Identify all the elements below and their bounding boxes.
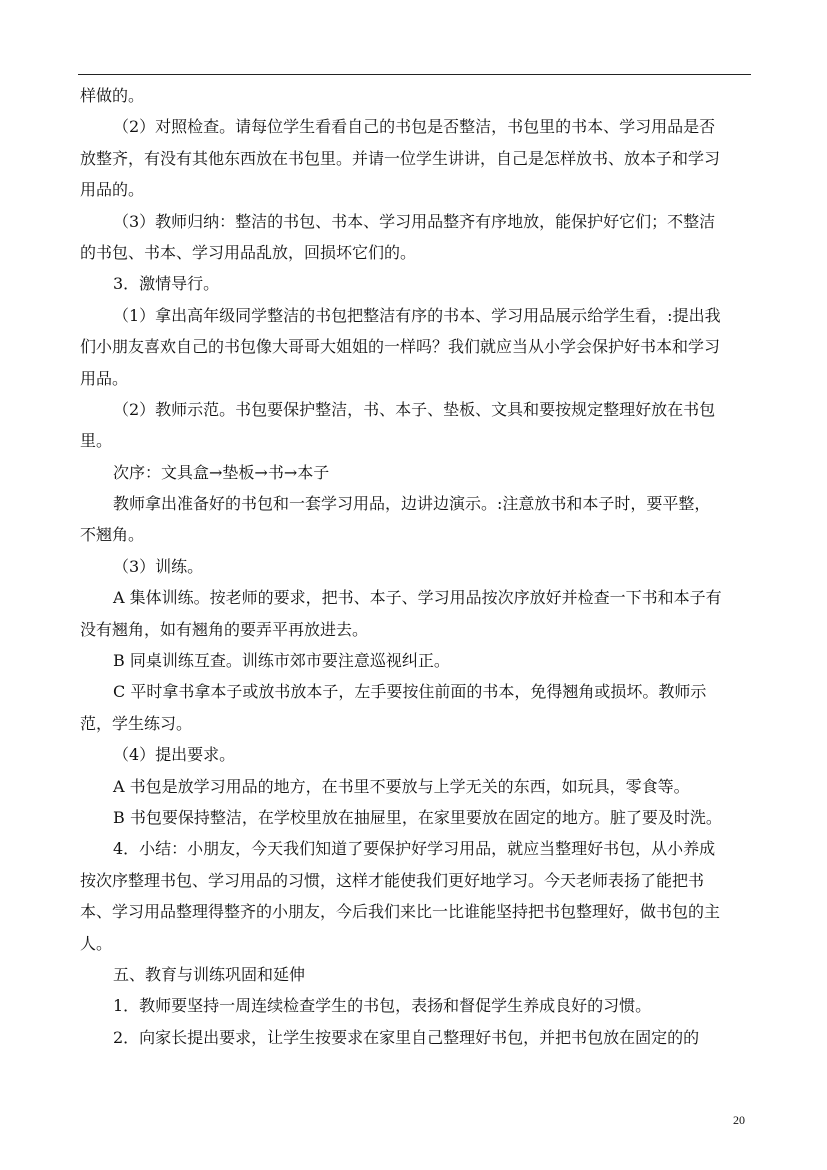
text-line: A 集体训练。按老师的要求，把书、本子、学习用品按次序放好并检查一下书和本子有 <box>113 588 722 608</box>
text-line: 按次序整理书包、学习用品的习惯，这样才能使我们更好地学习。今天老师表扬了能把书 <box>80 870 705 890</box>
text-line: （4）提出要求。 <box>113 745 236 765</box>
text-line: C 平时拿书拿本子或放书放本子，左手要按住前面的书本，免得翘角或损坏。教师示 <box>113 682 707 702</box>
text-line: 样做的。 <box>80 86 145 105</box>
text-line: （3）训练。 <box>113 556 204 576</box>
text-line: 3．激情导行。 <box>113 274 220 294</box>
text-line: 4．小结：小朋友，今天我们知道了要保护好学习用品，就应当整理好书包，从小养成 <box>113 839 716 859</box>
text-line: 2．向家长提出要求，让学生按要求在家里自己整理好书包，并把书包放在固定的的 <box>113 1027 700 1047</box>
text-line: 的书包、书本、学习用品乱放，回损坏它们的。 <box>80 242 417 262</box>
text-line: 里。 <box>80 431 113 451</box>
text-line: B 书包要保持整洁，在学校里放在抽屉里，在家里要放在固定的地方。脏了要及时洗。 <box>113 807 722 827</box>
text-line: 教师拿出准备好的书包和一套学习用品，边讲边演示。:注意放书和本子时，要平整， <box>113 494 711 514</box>
text-line: 没有翘角，如有翘角的要弄平再放进去。 <box>80 619 369 639</box>
text-line: A 书包是放学习用品的地方，在书里不要放与上学无关的东西，如玩具，零食等。 <box>113 776 690 796</box>
text-line: 1．教师要坚持一周连续检查学生的书包，表扬和督促学生养成良好的习惯。 <box>113 996 652 1016</box>
page-number: 20 <box>733 1113 745 1127</box>
text-line: 用品。 <box>80 368 129 388</box>
text-line: 们小朋友喜欢自己的书包像大哥哥大姐姐的一样吗？我们就应当从小学会保护好书本和学习 <box>80 337 721 357</box>
text-line: 次序：文具盒→垫板→书→本子 <box>113 462 330 482</box>
text-line: B 同桌训练互查。训练市郊市要注意巡视纠正。 <box>113 651 450 671</box>
text-line: （3）教师归纳：整洁的书包、书本、学习用品整齐有序地放，能保护好它们；不整洁 <box>113 211 716 231</box>
text-line: 放整齐，有没有其他东西放在书包里。并请一位学生讲讲，自己是怎样放书、放本子和学习 <box>80 148 721 168</box>
text-line: （2）教师示范。书包要保护整洁，书、本子、垫板、文具和要按规定整理好放在书包 <box>113 399 716 419</box>
document-body <box>80 80 752 1053</box>
text-line: 范，学生练习。 <box>80 713 193 733</box>
text-line: （1）拿出高年级同学整洁的书包把整洁有序的书本、学习用品展示给学生看，:提出我 <box>113 305 721 325</box>
text-line: 人。 <box>80 933 113 953</box>
text-line: 五、教育与训练巩固和延伸 <box>113 964 306 984</box>
text-line: 本、学习用品整理得整齐的小朋友，今后我们来比一比谁能坚持把书包整理好，做书包的主 <box>80 902 721 922</box>
text-line: 不翘角。 <box>80 525 145 545</box>
text-line: 用品的。 <box>80 180 145 200</box>
text-line: （2）对照检查。请每位学生看看自己的书包是否整洁，书包里的书本、学习用品是否 <box>113 117 716 137</box>
header-rule <box>78 74 751 75</box>
